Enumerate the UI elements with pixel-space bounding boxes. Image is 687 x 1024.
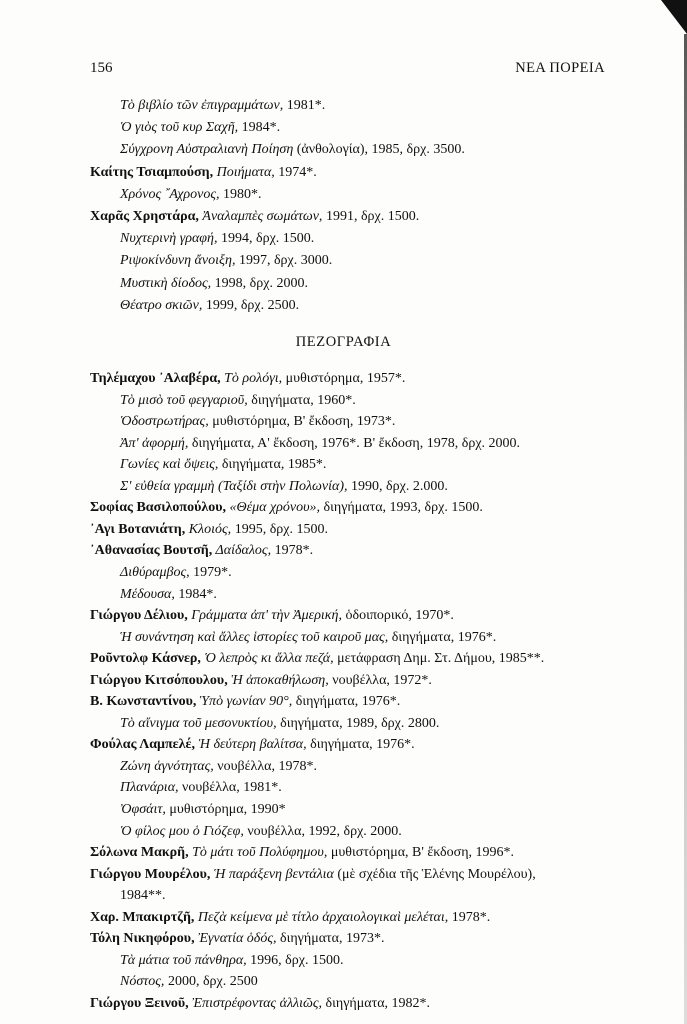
entry-title: Πλανάρια, [120,780,179,796]
entry-title: Μυστικὴ δίοδος, [120,275,212,291]
entry-title: Ἀναλαμπὲς σωμάτων, [198,209,323,224]
entry-details: 1997, δρχ. 3000. [235,253,333,269]
entry-author: Β. Κωνσταντίνου, [90,694,197,710]
entry-details: διηγήματα, 1985*. [218,457,327,473]
entry-details: διηγήματα, 1960*. [247,392,356,408]
entry-details: 1984*. [238,120,281,136]
entry-details: διηγήματα, 1993, δρχ. 1500. [320,500,483,516]
entry-author: Χαρᾶς Χρηστάρα, [90,209,199,224]
entry-title: Θέατρο σκιῶν, [120,297,203,313]
bibliography-entry [120,586,217,604]
entry-author: Γιώργου Κιτσόπουλου, [90,672,228,688]
entry-details: νουβέλλα, 1972*. [328,672,432,688]
entry-title: Γωνίες καὶ ὄψεις, [120,457,219,473]
entry-title: Ποιήματα, [213,164,275,180]
bibliography-entry [90,607,454,625]
entry-details: 1995, δρχ. 1500. [231,521,328,537]
bibliography-entry [120,119,280,137]
entry-title: Ὑπὸ γωνίαν 90°, [196,694,293,710]
entry-details: 1996, δρχ. 1500. [246,952,344,968]
entry-details: διηγήματα, 1989, δρχ. 2800. [276,715,440,731]
entry-details: 1984*. [174,586,217,602]
entry-author: Γιώργου Δέλιου, [90,608,188,624]
bibliography-entry [120,186,262,204]
entry-details: 1984**. [120,888,166,904]
bibliography-entry [90,930,385,948]
entry-title: Ἡ δεύτερη βαλίτσα, [195,737,307,753]
entry-details: 1981*. [283,98,326,113]
entry-author: Σόλωνα Μακρῆ, [90,845,189,861]
entry-details: 1994, δρχ. 1500. [217,231,315,247]
bibliography-entry [90,995,430,1013]
entry-title: Ριψοκίνδυνη ἄνοιξη, [120,253,236,269]
entry-title: Τὸ μισὸ τοῦ φεγγαριοῦ, [120,392,248,408]
entry-title: Σ' εὐθεία γραμμὴ (Ταξίδι στὴν Πολωνία), [120,478,348,494]
bibliography-entry [120,715,439,733]
entry-details: διηγήματα, Α' ἔκδοση, 1976*. Β' ἔκδοση, 1978, δρχ. 2000. [188,435,521,451]
bibliography-entry [120,413,395,431]
bibliography-entry [120,297,299,315]
entry-author: ᾿Αγι Βοτανιάτη, [90,521,186,537]
entry-details: νουβέλλα, 1978*. [213,758,317,774]
bibliography-entry [90,693,400,711]
entry-details: 1974*. [274,164,317,180]
entry-title: Τὸ βιβλίο τῶν ἐπιγραμμάτων, [120,98,284,113]
entry-details: νουβέλλα, 1981*. [178,780,282,796]
entry-details: μυθιστόρημα, 1957*. [282,371,406,386]
entry-title: Ὀφσάιτ, [120,802,166,817]
bibliography-entry [120,478,448,496]
bibliography-entry [120,392,356,410]
bibliography-entry [120,435,520,453]
entry-author: Γιώργου Ξεινοῦ, [90,995,189,1011]
entry-author: Φούλας Λαμπελέ, [90,737,195,753]
entry-author: Ροῦντολφ Κάσνερ, [90,651,201,667]
bibliography-entry [120,801,286,819]
bibliography-entry [120,252,332,270]
entry-title: Τὸ μάτι τοῦ Πολύφημου, [188,845,328,861]
entry-details: (ἀνθολογία), 1985, δρχ. 3500. [293,142,465,158]
bibliography-entry [120,887,166,905]
entry-title: Πεζὰ κείμενα μὲ τίτλο ἀρχαιολογικαὶ μελέται, [194,909,449,925]
entry-title: Δαίδαλος, [212,543,272,559]
entry-title: Ὁδοστρωτήρας, [120,414,209,430]
section-title: ΠΕΖΟΓΡΑΦΙΑ [295,334,392,350]
bibliography-entry [120,564,232,582]
bibliography-entry [90,164,317,182]
entry-title: Ὁ γιὸς τοῦ κυρ Σαχῆ, [120,120,239,136]
bibliography-entry [120,275,308,293]
entry-title: Σύγχρονη Αὐστραλιανὴ Ποίηση [120,142,294,158]
bibliography-entry [90,370,405,388]
entry-details: διηγήματα, 1982*. [322,995,431,1011]
bibliography-entry [120,973,258,991]
bibliography-entry [120,230,314,248]
scan-corner-shadow [661,0,687,34]
entry-title: Ἡ παράξενη βεντάλια [210,866,334,882]
bibliography-entry [120,952,343,970]
entry-details: μετάφραση Δημ. Στ. Δήμου, 1985**. [333,651,545,667]
bibliography-entry [90,866,536,884]
entry-author: Σοφίας Βασιλοπούλου, [90,500,227,516]
entry-title: Ἐγνατία ὁδός, [194,931,277,947]
bibliography-entry [90,499,483,517]
entry-details: 1978*. [271,543,314,559]
entry-details: διηγήματα, 1976*. [306,737,415,753]
entry-details: 1980*. [219,186,262,202]
entry-title: Ἡ συνάντηση καὶ ἄλλες ἱστορίες τοῦ καιροῦ μας, [120,629,389,645]
entry-author: Καίτης Τσιαμπούση, [90,164,214,180]
entry-details: (μὲ σχέδια τῆς Ἑλένης Μουρέλου), [333,866,536,882]
entry-title: Τὸ αἴνιγμα τοῦ μεσονυκτίου, [120,715,277,731]
bibliography-entry [90,208,419,226]
entry-details: διηγήματα, 1973*. [276,931,385,947]
running-head: ΝΕΑ ΠΟΡΕΙΑ [515,60,605,76]
bibliography-entry [90,650,544,668]
bibliography-entry [90,909,490,927]
entry-title: Διθύραμβος, [120,564,190,580]
bibliography-entry [90,542,313,560]
entry-author: ᾿Αθανασίας Βουτσῆ, [90,543,213,559]
bibliography-entry [120,97,325,115]
entry-author: Γιώργου Μουρέλου, [90,866,211,882]
entry-title: Ὁ λεπρὸς κι ἄλλα πεζά, [200,651,334,667]
entry-title: Νόστος, [120,974,165,990]
entry-details: 1990, δρχ. 2.000. [347,478,448,494]
entry-details: διηγήματα, 1976*. [292,694,401,710]
entry-title: Νυχτερινὴ γραφή, [120,231,218,247]
bibliography-entry [90,672,432,690]
entry-title: Τὸ ρολόγι, [220,371,283,386]
bibliography-entry [90,521,328,539]
entry-title: Γράμματα ἀπ' τὴν Ἀμερική, [187,608,342,624]
bibliography-entry [120,141,465,159]
entry-details: μυθιστόρημα, 1990* [165,802,286,817]
entry-author: Τόλη Νικηφόρου, [90,931,195,947]
entry-details: 2000, δρχ. 2500 [164,974,258,990]
entry-details: μυθιστόρημα, Β' ἔκδοση, 1996*. [327,845,515,861]
entry-details: 1979*. [189,564,232,580]
entry-title: Ὁ φίλος μου ὁ Γιόζεφ, [120,823,244,839]
bibliography-entry [120,779,282,797]
entry-author: Τηλέμαχου ᾿Αλαβέρα, [90,371,221,386]
bibliography-entry [90,844,514,862]
entry-details: διηγήματα, 1976*. [388,629,497,645]
entry-title: Κλοιός, [185,521,232,537]
entry-details: 1999, δρχ. 2500. [202,297,300,313]
entry-details: 1991, δρχ. 1500. [322,209,420,224]
entry-title: «Θέμα χρόνου», [226,500,321,516]
entry-title: Ἡ ἀποκαθήλωση, [227,672,329,688]
entry-details: 1978*. [448,909,491,925]
entry-details: μυθιστόρημα, Β' ἔκδοση, 1973*. [208,414,396,430]
bibliography-entry [120,629,496,647]
entry-title: Ἀπ' ἀφορμή, [120,435,189,451]
entry-title: Χρόνος ῎Αχρονος, [120,186,220,202]
page-number: 156 [90,60,113,76]
entry-title: Ζώνη ἁγνότητας, [120,758,214,774]
entry-details: νουβέλλα, 1992, δρχ. 2000. [243,823,402,839]
bibliography-entry [90,736,415,754]
entry-title: Μέδουσα, [120,586,175,602]
bibliography-entry [120,758,317,776]
entry-title: Τὰ μάτια τοῦ πάνθηρα, [120,952,247,968]
entry-details: 1998, δρχ. 2000. [211,275,308,291]
entry-author: Χαρ. Μπακιρτζῆ, [90,909,195,925]
entry-title: Ἐπιστρέφοντας ἀλλιῶς, [188,995,323,1011]
bibliography-entry [120,823,402,841]
entry-details: ὁδοιπορικό, 1970*. [341,608,454,624]
bibliography-entry [120,456,326,474]
